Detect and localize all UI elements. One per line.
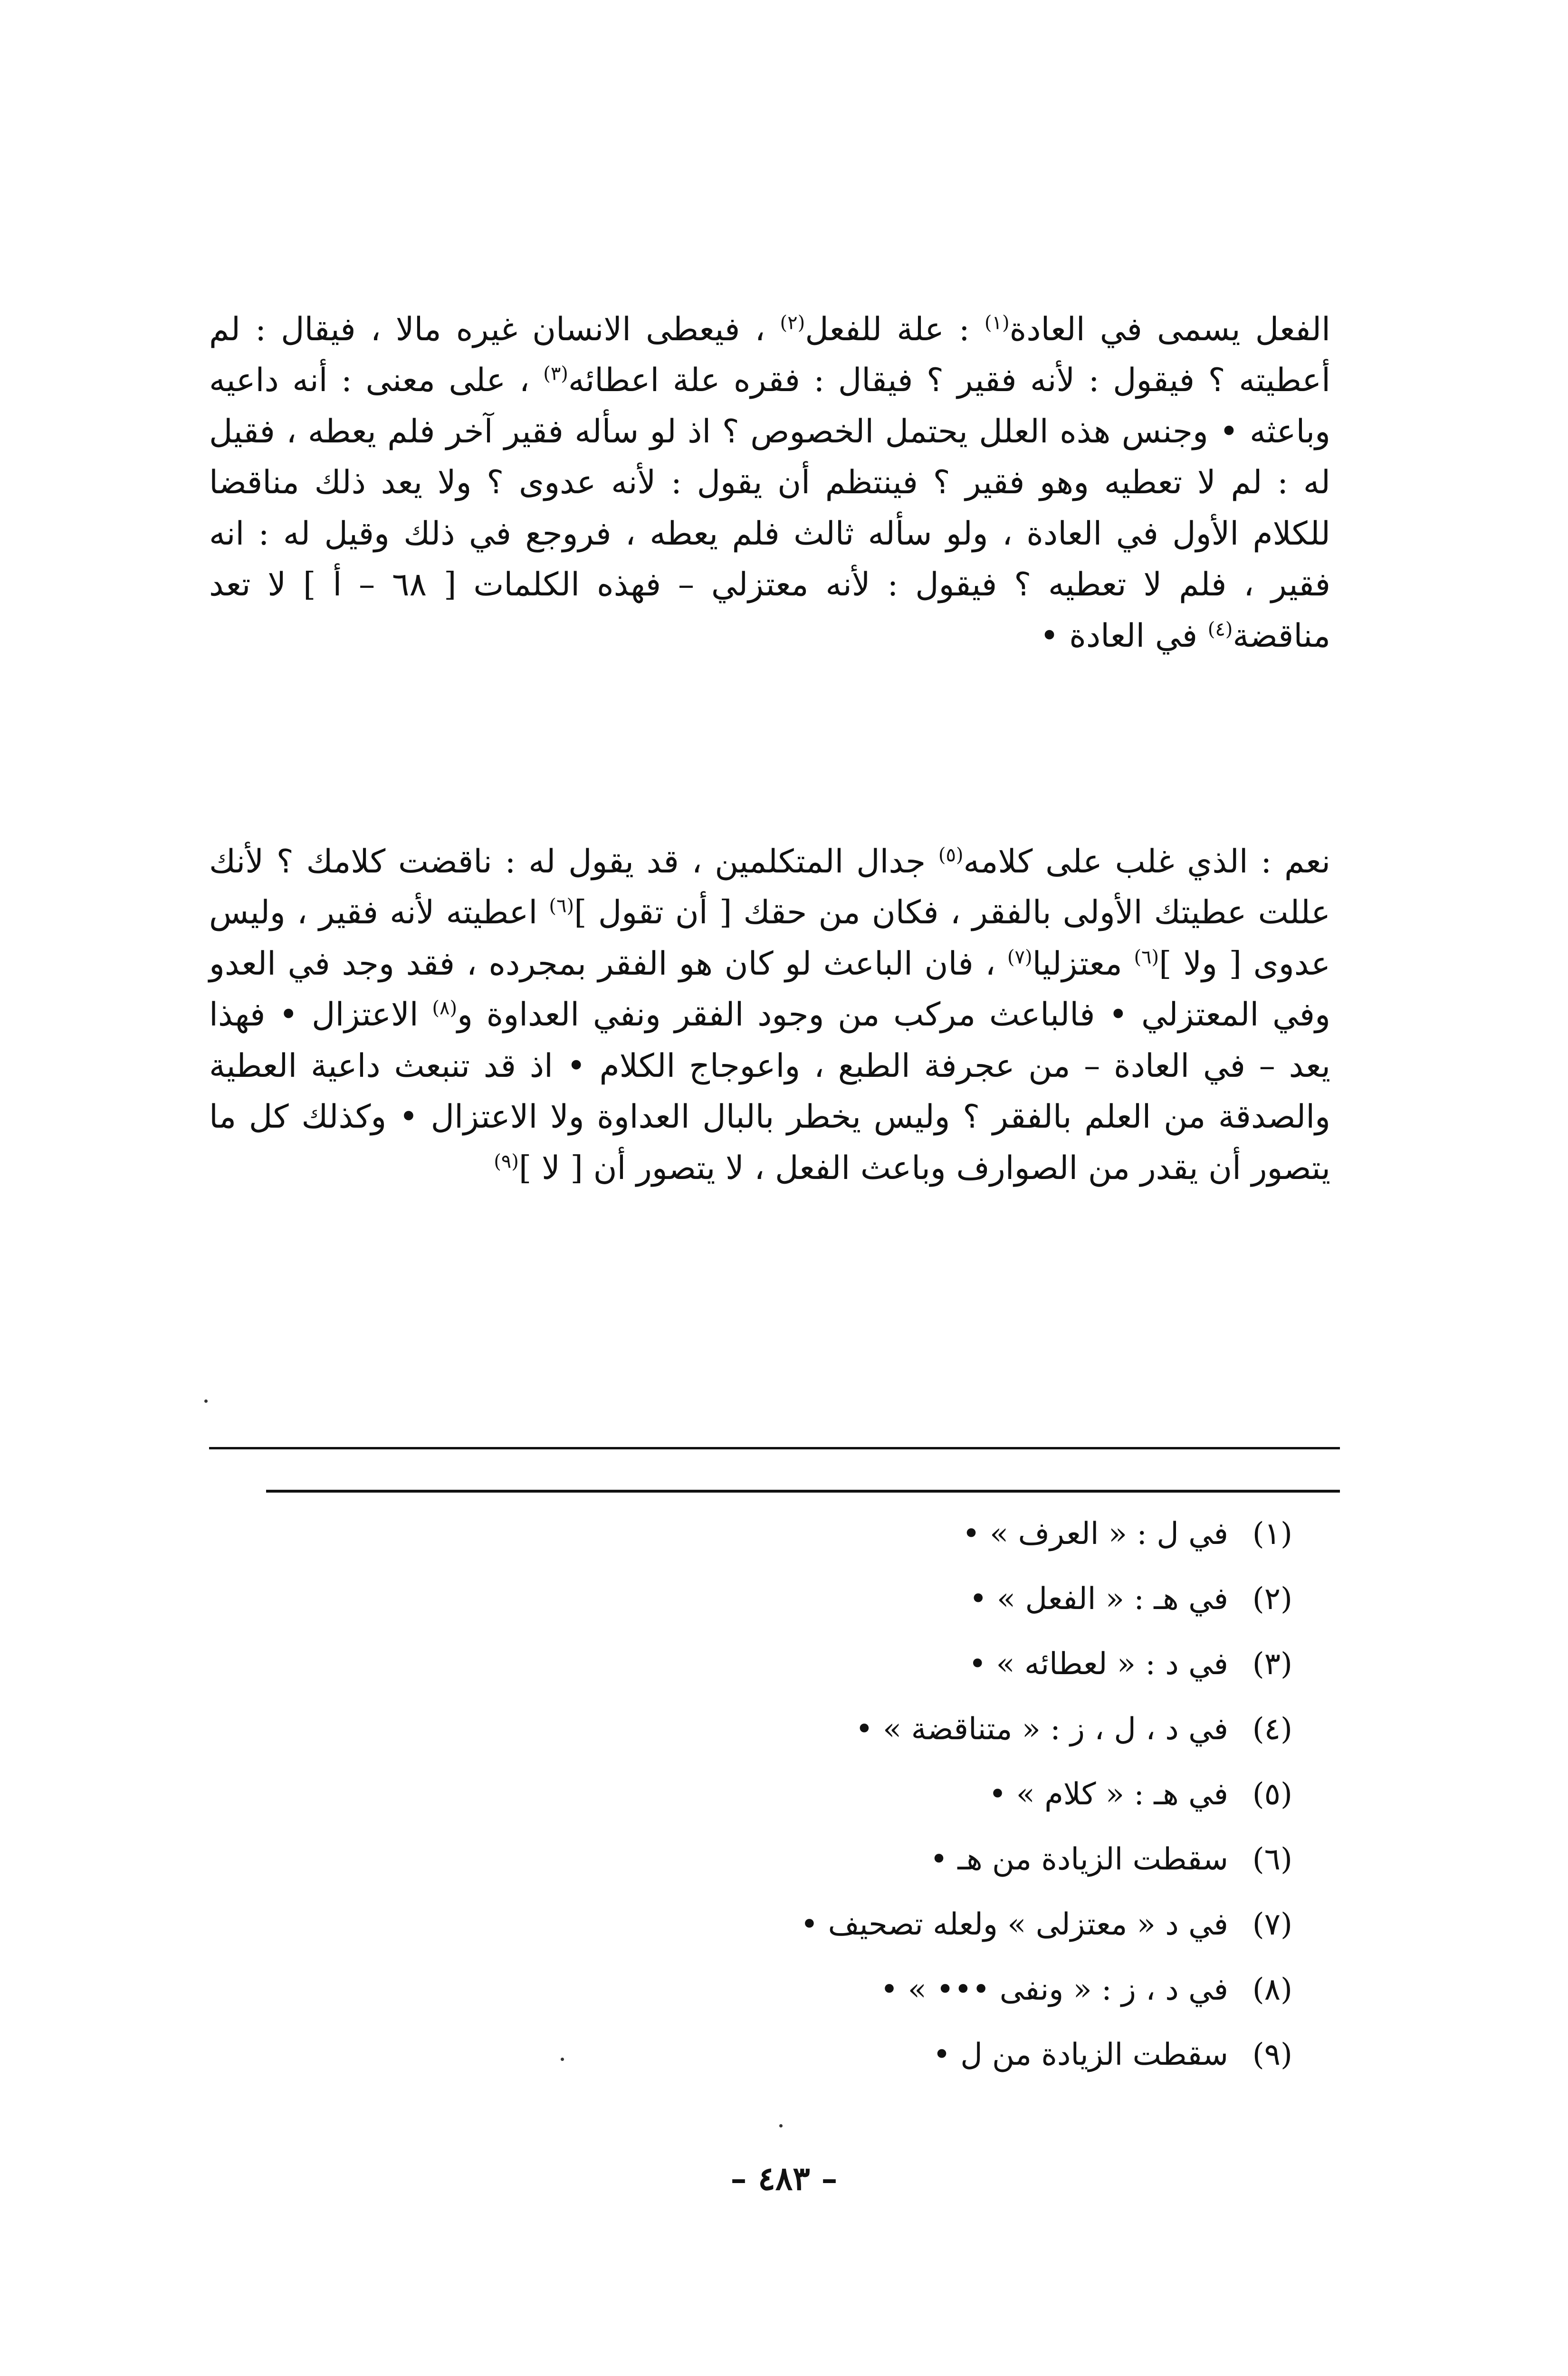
scan-speck bbox=[204, 1399, 208, 1403]
scan-speck bbox=[561, 2058, 564, 2061]
footnote-text: في د « معتزلى » ولعله تصحيف • bbox=[800, 1907, 1228, 1942]
footnote bbox=[532, 1502, 1292, 1567]
footnote-text: في د : « لعطائه » • bbox=[968, 1647, 1228, 1682]
footnote-text: في هـ : « الفعل » • bbox=[969, 1581, 1228, 1617]
footnote-number: (٣) bbox=[1252, 1647, 1292, 1682]
footnote-marker: (٧) bbox=[1007, 946, 1033, 968]
footnote-marker: (٣) bbox=[543, 363, 568, 385]
paragraph-text: الفعل يسمى في العادة bbox=[1009, 311, 1331, 348]
footnote-text: سقطت الزيادة من هـ • bbox=[930, 1842, 1228, 1877]
footnote bbox=[532, 1567, 1292, 1632]
footnote-marker: (٩) bbox=[494, 1150, 519, 1172]
footnote-marker: (٥) bbox=[938, 844, 964, 866]
paragraph-text: معتزليا bbox=[1032, 945, 1134, 983]
footnotes-list bbox=[532, 1502, 1292, 2088]
footnote-text: في ل : « العرف » • bbox=[962, 1516, 1228, 1552]
footnote bbox=[532, 1892, 1292, 1957]
footnote bbox=[532, 1697, 1292, 1762]
footnote-separator-rule bbox=[266, 1490, 1340, 1493]
footnote-number: (٤) bbox=[1252, 1712, 1292, 1747]
footnote-marker: (٦) bbox=[1134, 946, 1159, 968]
scan-speck bbox=[779, 2124, 783, 2127]
paragraph-text: ، على معنى : أنه داعيه وباعثه • وجنس هذه العلل يحتمل الخصوص ؟ اذ لو سأله فقير آخر فلم يعطه ، فقيل له : لم لا تعطيه وهو فقير ؟ فينتظم أن يقول : لأنه عدوى ؟ ولا يعد ذلك مناقضا للكلام الأول في العادة ، ولو سأله ثالث فلم يعطه ، فروجع في ذلك وقيل له : انه فقير ، فلم لا تعطيه ؟ فيقول : لأنه معتزلي – فهذه الكلمات [ ٦٨ – أ ] لا تعد مناقضة bbox=[209, 362, 1330, 655]
footnote-text: في د ، ل ، ز : « متناقضة » • bbox=[855, 1712, 1228, 1747]
footnote-number: (٧) bbox=[1252, 1907, 1292, 1942]
footnote bbox=[532, 1762, 1292, 1827]
footnote-text: في هـ : « كلام » • bbox=[988, 1777, 1228, 1812]
footnote bbox=[532, 2022, 1292, 2088]
footnote-marker: (٢) bbox=[780, 312, 805, 334]
footnote-number: (٥) bbox=[1252, 1777, 1292, 1812]
footnote-marker: (٨) bbox=[432, 997, 458, 1019]
footnote-marker: (١) bbox=[984, 312, 1010, 334]
footnote-number: (٩) bbox=[1252, 2037, 1292, 2072]
text-end-rule bbox=[209, 1447, 1340, 1449]
footnote-marker: (٤) bbox=[1207, 618, 1233, 640]
paragraph-text: في العادة • bbox=[1040, 617, 1208, 655]
body-paragraph bbox=[209, 304, 1330, 661]
paragraph-text: ، فيعطى الانسان غيره مالا ، فيقال : لم أعطيته ؟ فيقول : لأنه فقير ؟ فيقال : فقره علة اعطائه bbox=[209, 311, 1330, 400]
footnote-text: في د ، ز : « ونفى ••• » • bbox=[880, 1972, 1228, 2007]
page-number: – ٤٨٣ – bbox=[730, 2160, 838, 2198]
footnote bbox=[532, 1632, 1292, 1697]
footnote-marker: (٦) bbox=[549, 895, 574, 917]
footnote-number: (٢) bbox=[1252, 1581, 1292, 1617]
paragraph-text: اعطيته لأنه فقير ، وليس عدوى [ ولا ] bbox=[209, 894, 1330, 983]
paragraph-text: نعم : الذي غلب على كلامه bbox=[963, 843, 1330, 881]
paragraph-text: الاعتزال • فهذا يعد – في العادة – من عجرفة الطبع ، واعوجاج الكلام • اذ قد تنبعث داعية العطية والصدقة من العلم بالفقر ؟ وليس يخطر بالبال العداوة ولا الاعتزال • وكذلك كل ما يتصور أن يقدر من الصوارف وباعث الفعل ، لا يتصور أن [ لا ] bbox=[209, 996, 1330, 1187]
paragraph-text: ، فان الباعث لو كان هو الفقر بمجرده ، فقد وجد في العدو وفي المعتزلي • فالباعث مركب من وجود الفقر ونفي العداوة و bbox=[209, 945, 1330, 1034]
paragraph-text: جدال المتكلمين ، قد يقول له : ناقضت كلامك ؟ لأنك عللت عطيتك الأولى بالفقر ، فكان من حقك [ أن تقول ] bbox=[209, 843, 1330, 932]
footnote-number: (٨) bbox=[1252, 1972, 1292, 2007]
footnote-number: (١) bbox=[1252, 1516, 1292, 1552]
footnote bbox=[532, 1957, 1292, 2022]
footnote bbox=[532, 1827, 1292, 1892]
body-paragraph bbox=[209, 836, 1330, 1194]
paragraph-text: : علة للفعل bbox=[805, 311, 985, 348]
footnote-number: (٦) bbox=[1252, 1842, 1292, 1877]
footnote-text: سقطت الزيادة من ل • bbox=[933, 2037, 1228, 2072]
